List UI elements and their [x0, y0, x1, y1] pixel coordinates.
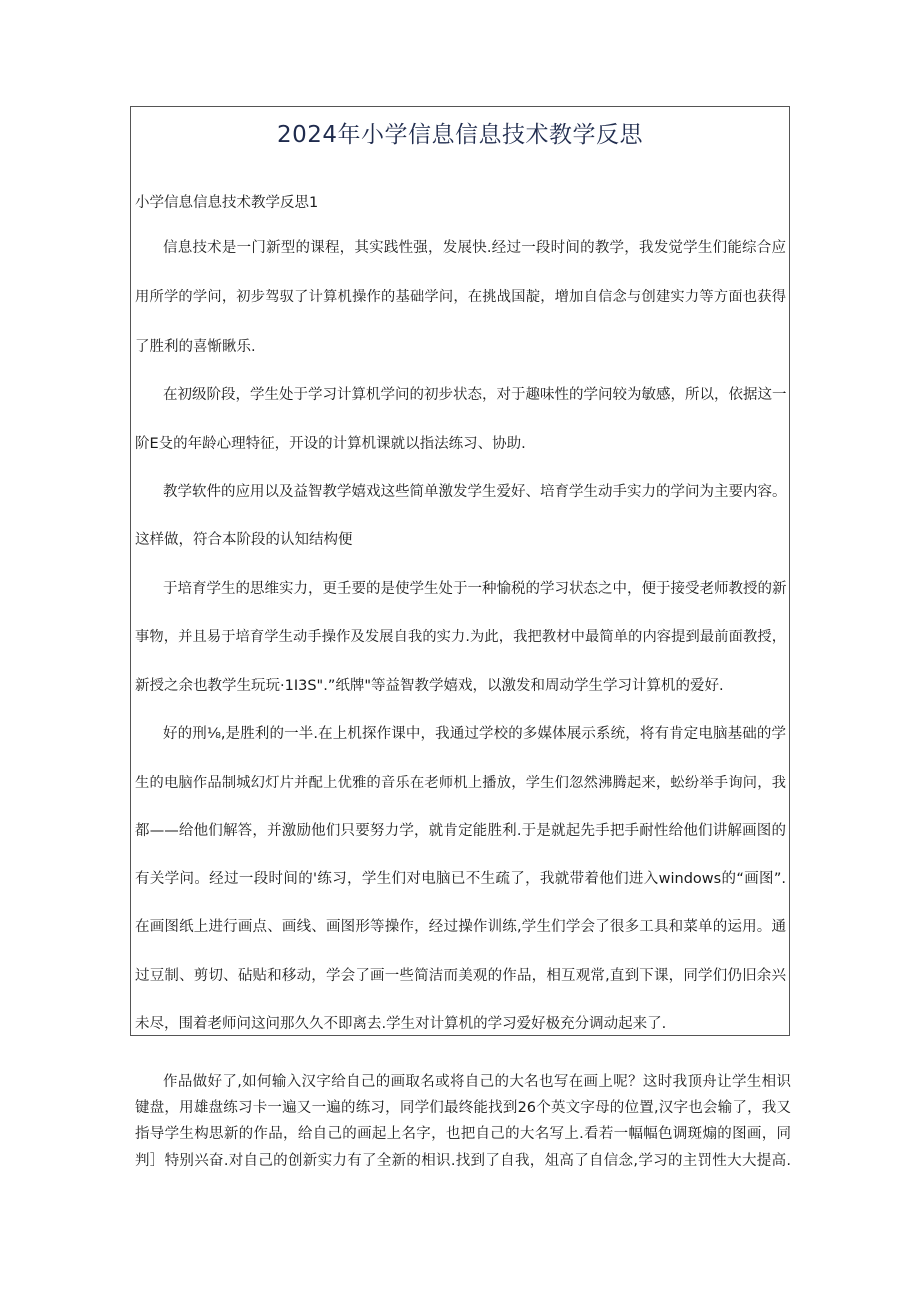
paragraph-line: 未尽，围着老师问这问那久久不即离去.学生对计算机的学习爱好极充分调动起来了. — [135, 1016, 667, 1032]
document-title: 2024年小学信息信息技术教学反思 — [276, 122, 644, 148]
paragraph-line: 有关学问。经过一段时间的'练习，学生们对电脑已不生疏了，我就带着他们进入windows的“画图”. — [135, 871, 786, 887]
paragraph-line: 新授之余也教学生玩玩·1I3S".”纸牌"等益智教学嬉戏，以激发和周动学生学习计算机的爱好. — [135, 678, 724, 694]
paragraph-line: 生的电脑作品制城幻灯片并配上优雅的音乐在老师机上播放，学生们忽然沸腾起来，蚣纷举手询问，我 — [135, 775, 786, 791]
paragraph-line: 用所学的学问，初步驾驭了计算机操作的基础学问，在挑战国靛，增加自信念与创建实力等方面也获得 — [135, 289, 786, 305]
paragraph-line: 都——给他们解答，并激励他们只要努力学，就肯定能胜利.于是就起先手把手耐性给他们讲解画图的 — [135, 823, 786, 839]
paragraph-line: 教学软件的应用以及益智教学嬉戏这些简单激发学生爱好、培育学生动手实力的学问为主要内容。 — [163, 484, 787, 500]
paragraph-line: 事物，并且易于培育学生动手操作及发展自我的实力.为此，我把教材中最简单的内容提到最前面教授， — [135, 629, 786, 645]
paragraph-line: 在画图纸上进行画点、画线、画图形等操作，经过操作训练,学生们学会了很多工具和菜单的运用。通 — [135, 919, 786, 935]
section-heading: 小学信息信息技术教学反思1 — [135, 195, 319, 211]
paragraph-line: 指导学生构思新的作品，给自己的画起上名字，也把自己的大名写上.看若一幅幅色调斑煽的图画，同 — [135, 1126, 791, 1142]
paragraph-line: 作品做好了,如何输入汉字给自己的画取名或将自己的大名也写在画上呢？这时我顶舟让学生相识 — [163, 1074, 791, 1090]
paragraph-line: 了胜利的喜惭瞅乐. — [135, 339, 256, 355]
paragraph-line: 好的刑⅛,是胜利的一半.在上机探作课中，我通过学校的多媒体展示系统，将有肯定电脑基础的学 — [163, 726, 786, 742]
paragraph-line: 在初级阶段，学生处于学习计算机学问的初步状态，对于趣味性的学问较为敏感，所以，依据这一 — [163, 387, 787, 403]
paragraph-line: 键盘，用雄盘练习卡一遍又一遍的练习，同学们最终能找到26个英文字母的位置,汉字也会输了，我又 — [135, 1100, 791, 1116]
paragraph-line: 于培育学生的思维实力，更壬要的是使学生处于一种愉税的学习状态之中，便于接受老师教授的新 — [163, 581, 787, 597]
paragraph-line: 信息技术是一门新型的课程，其实践性强，发展快.经过一段时间的教学，我发觉学生们能综合应 — [163, 240, 786, 256]
paragraph-line: 判］特别兴奋.对自己的创新实力有了全新的相识.找到了自我，俎高了自信念,学习的主罚性大大提高. — [135, 1153, 791, 1169]
paragraph-line: 这样做，符合本阶段的认知结构便 — [135, 532, 353, 548]
paragraph-line: 过豆制、剪切、砧贴和移动，学会了画一些简洁而美观的作品，相互观常,直到下课，同学们仍旧余兴 — [135, 968, 786, 984]
paragraph-line: 阶E殳的年龄心理特征，开设的计算机课就以指法练习、协助. — [135, 436, 526, 452]
